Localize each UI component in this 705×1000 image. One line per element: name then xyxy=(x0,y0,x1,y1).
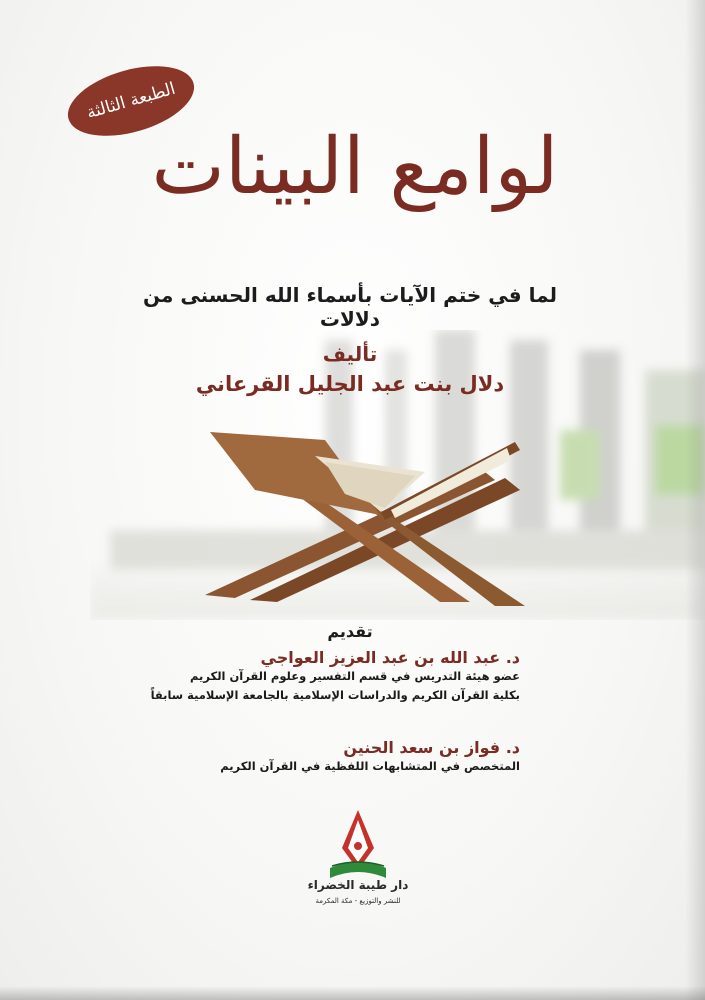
cover-bottom-shadow xyxy=(0,986,705,1000)
presenter-role: عضو هيئة التدريس في قسم التفسير وعلوم القرآن الكريم xyxy=(190,669,520,683)
publisher-name: دار طيبة الخضراء xyxy=(307,878,409,892)
quran-stand-illustration xyxy=(195,420,550,610)
presenter-block-2 xyxy=(220,738,520,776)
book-subtitle: لما في ختم الآيات بأسماء الله الحسنى من دلالات xyxy=(142,283,558,331)
edition-badge: الطبعة الثالثة xyxy=(60,53,202,148)
presenter-name: د. عبد الله بن عبد العزيز العواجي xyxy=(260,648,520,667)
author-label: تأليف xyxy=(322,342,378,366)
presenter-block-1 xyxy=(151,648,520,705)
cover-edge-shadow xyxy=(685,0,705,1000)
introduction-label: تقديم xyxy=(327,622,373,641)
author-name: دلال بنت عبد الجليل القرعاني xyxy=(195,372,505,396)
presenter-role: بكلية القرآن الكريم والدراسات الإسلامية بالجامعة الإسلامية سابقاً xyxy=(150,688,520,702)
publisher-tagline: للنشر والتوزيع - مكة المكرمة xyxy=(315,897,401,905)
presenter-name: د. فواز بن سعد الحنين xyxy=(343,738,520,757)
book-title: لوامع البينات xyxy=(151,122,559,212)
presenter-role: المتخصص في المتشابهات اللفظية في القرآن الكريم xyxy=(220,759,520,773)
